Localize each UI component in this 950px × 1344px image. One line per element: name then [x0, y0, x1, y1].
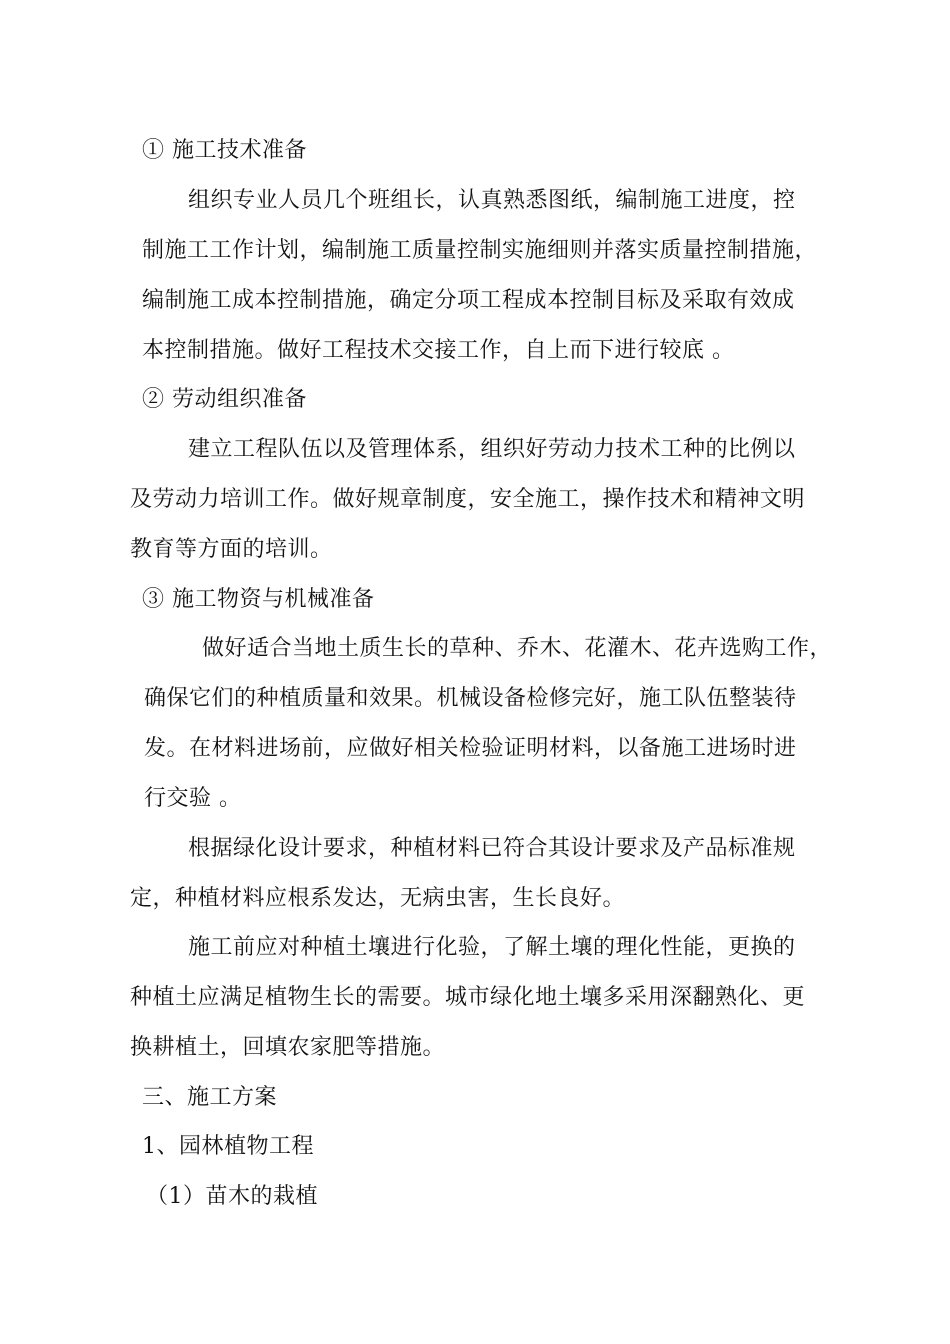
section-heading-construction-plan: 三、施工方案 — [142, 1085, 278, 1110]
paragraph-line: 种植土应满足植物生长的需要。城市绿化地土壤多采用深翻熟化、更 — [130, 985, 806, 1010]
paragraph-line: 及劳动力培训工作。做好规章制度，安全施工，操作技术和精神文明 — [130, 487, 806, 512]
item-heading-seedling-planting: （1）苗木的栽植 — [146, 1184, 318, 1209]
paragraph-line: 行交验 。 — [144, 786, 242, 811]
paragraph-line: 施工前应对种植土壤进行化验，了解土壤的理化性能，更换的 — [188, 935, 796, 960]
heading-materials-machinery: ③ 施工物资与机械准备 — [142, 587, 375, 612]
paragraph-line: 做好适合当地土质生长的草种、乔木、花灌木、花卉选购工作， — [202, 636, 833, 661]
paragraph-line: 确保它们的种植质量和效果。机械设备检修完好，施工队伍整装待 — [144, 686, 797, 711]
paragraph-line: 建立工程队伍以及管理体系，组织好劳动力技术工种的比例以 — [188, 437, 796, 462]
heading-technical-preparation: ① 施工技术准备 — [142, 138, 307, 163]
paragraph-line: 发。在材料进场前，应做好相关检验证明材料，以备施工进场时进 — [144, 736, 797, 761]
paragraph-line: 根据绿化设计要求，种植材料已符合其设计要求及产品标准规 — [188, 836, 796, 861]
subsection-heading-landscape-plants: 1、园林植物工程 — [142, 1134, 314, 1159]
paragraph-line: 编制施工成本控制措施，确定分项工程成本控制目标及采取有效成 — [142, 288, 795, 313]
paragraph-line: 教育等方面的培训。 — [130, 537, 333, 562]
paragraph-line: 组织专业人员几个班组长，认真熟悉图纸，编制施工进度，控 — [188, 188, 796, 213]
heading-labor-organization: ② 劳动组织准备 — [142, 387, 307, 412]
paragraph-line: 本控制措施。做好工程技术交接工作，自上而下进行较底 。 — [142, 338, 735, 363]
paragraph-line: 制施工工作计划，编制施工质量控制实施细则并落实质量控制措施， — [142, 238, 818, 263]
paragraph-line: 定，种植材料应根系发达，无病虫害，生长良好。 — [130, 886, 626, 911]
paragraph-line: 换耕植土，回填农家肥等措施。 — [130, 1035, 446, 1060]
